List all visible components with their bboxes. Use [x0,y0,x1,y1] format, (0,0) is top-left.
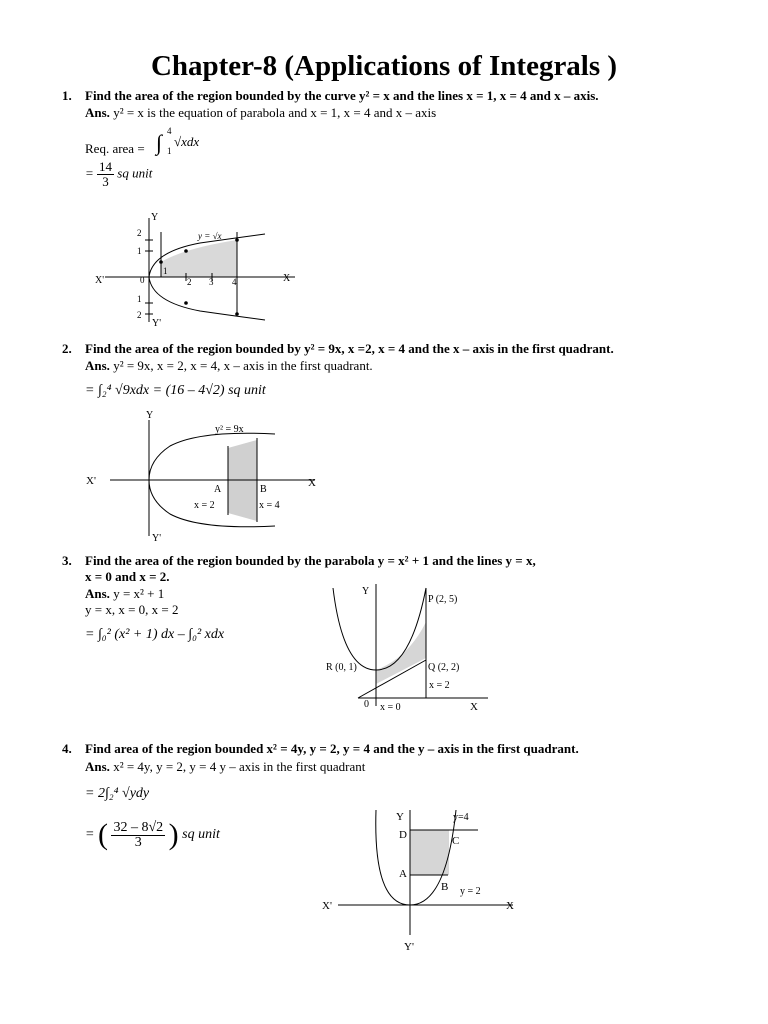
q4-result-fraction [111,821,165,850]
answer-1 [85,105,436,121]
q3-graph [318,580,498,715]
q1-integral-upper: 4 [167,126,172,136]
q3-line-x0-label: x = 0 [380,702,401,713]
integral-sign: ∫ [156,130,163,155]
question-3-text-line2: x = 0 and x = 2. [85,569,170,584]
q3-origin: 0 [364,699,369,710]
q1-result-unit: sq unit [117,165,153,181]
q1-req-area [85,141,145,157]
q1-point [159,260,163,264]
q1-result-fraction [97,160,114,189]
q1-ytick-1: 1 [137,246,142,256]
q1-xtick-4: 4 [232,277,237,287]
q1-point [235,312,239,316]
q1-xtick-2: 2 [187,277,192,287]
q1-result-denominator: 3 [102,174,109,189]
question-2-text: Find the area of the region bounded by y² = 9x, x =2, x = 4 and the x – axis in the first quadrant. [85,341,614,356]
q1-y-prime: Y' [152,318,162,329]
q4-result-eq: = [85,827,98,843]
q1-point [235,238,239,242]
answer-3 [85,586,164,602]
q4-x-label: X [506,900,514,912]
q1-integral [152,124,222,158]
q3-r-label: R (0, 1) [326,662,357,673]
q2-y-label: Y [146,410,154,421]
answer-4 [85,759,365,775]
q2-graph [80,408,330,543]
answer-1-text: y² = x is the equation of parabola and x = 1, x = 4 and x – axis [113,105,437,120]
q4-point-a: A [399,868,407,880]
q1-integrand: √xdx [174,134,200,149]
q2-x-label: X [308,477,316,489]
answer-3-text: y = x² + 1 [113,586,165,601]
q3-x-label: X [470,701,478,713]
q1-ytick-neg2: 2 [137,310,142,320]
question-4-text: Find area of the region bounded x² = 4y, y = 2, y = 4 and the y – axis in the first quadrant. [85,741,579,756]
q1-result [85,160,152,189]
q1-point [184,301,188,305]
question-1-number: 1. [62,88,72,103]
q1-y-label: Y [151,212,159,223]
q1-origin: 0 [140,275,145,285]
question-1-text: Find the area of the region bounded by the curve y² = x and the lines x = 1, x = 4 and x – axis. [85,88,599,103]
q2-line-b-label: x = 4 [259,500,280,511]
q2-line-a-label: x = 2 [194,500,215,511]
answer-2 [85,358,373,374]
q4-result-numerator: 32 – 8√2 [113,819,164,835]
answer-3-label: Ans. [85,586,110,601]
q4-y-prime: Y' [404,941,414,953]
q1-x-label: X [283,273,291,284]
q4-x-prime: X' [322,900,332,912]
q4-y-label: Y [396,811,404,823]
answer-1-label: Ans. [85,105,110,120]
q2-x-prime: X' [86,475,96,487]
q4-result [85,818,220,852]
q1-x-prime: X' [95,275,105,286]
q4-line-y4-label: y=4 [453,812,469,823]
q1-xtick-3: 3 [209,277,214,287]
answer-4-label: Ans. [85,759,110,774]
q1-curve-lower [149,277,265,320]
q1-integral-lower: 1 [167,146,172,156]
q4-left-paren: ( [97,818,108,851]
q2-point-a: A [214,484,222,495]
q1-ytick-2: 2 [137,228,142,238]
q3-p-label: P (2, 5) [428,594,458,605]
q2-curve-label: y² = 9x [215,424,244,435]
answer-2-label: Ans. [85,358,110,373]
q1-graph [90,210,305,330]
question-2-number: 2. [62,341,72,356]
answer-2-text: y² = 9x, x = 2, x = 4, x – axis in the first quadrant. [113,358,373,373]
q1-point [184,249,188,253]
q4-shaded-region [410,830,449,875]
q1-ytick-neg1: 1 [137,294,142,304]
q3-y-label: Y [362,586,370,597]
q4-point-c: C [452,835,460,847]
q2-formula: = ∫₂⁴ √9xdx = (16 – 4√2) sq unit [85,383,266,398]
q1-xtick-1: 1 [163,266,168,276]
q4-line-y2-label: y = 2 [460,886,481,897]
q2-y-prime: Y' [152,533,162,543]
q4-graph [318,800,528,955]
page-title: Chapter-8 (Applications of Integrals ) [150,50,618,82]
question-3-number: 3. [62,553,72,568]
q1-result-eq: = [85,165,94,181]
q4-formula1: = 2∫₂⁴ √ydy [85,786,150,801]
q3-formula: = ∫₀² (x² + 1) dx – ∫₀² xdx [85,627,225,642]
q1-shaded-region [161,240,237,277]
q3-shaded-region [376,622,426,684]
q3-line-x2-label: x = 2 [429,680,450,691]
q1-result-numerator: 14 [99,159,113,174]
q4-result-denominator: 3 [134,834,142,850]
q3-line2: y = x, x = 0, x = 2 [85,602,179,617]
q2-point-b: B [260,484,267,495]
question-3-text-line1: Find the area of the region bounded by the parabola y = x² + 1 and the lines y = x, [85,553,536,568]
q4-right-paren: ) [168,818,179,851]
answer-4-text: x² = 4y, y = 2, y = 4 y – axis in the first quadrant [113,759,366,774]
q4-point-d: D [399,829,407,841]
q4-point-b: B [441,881,449,893]
q1-curve-label: y = √x [198,231,222,241]
q4-result-unit: sq unit [182,827,220,843]
question-4-number: 4. [62,741,72,756]
q1-req-area-label: Req. area = [85,141,145,156]
q3-q-label: Q (2, 2) [428,662,460,673]
